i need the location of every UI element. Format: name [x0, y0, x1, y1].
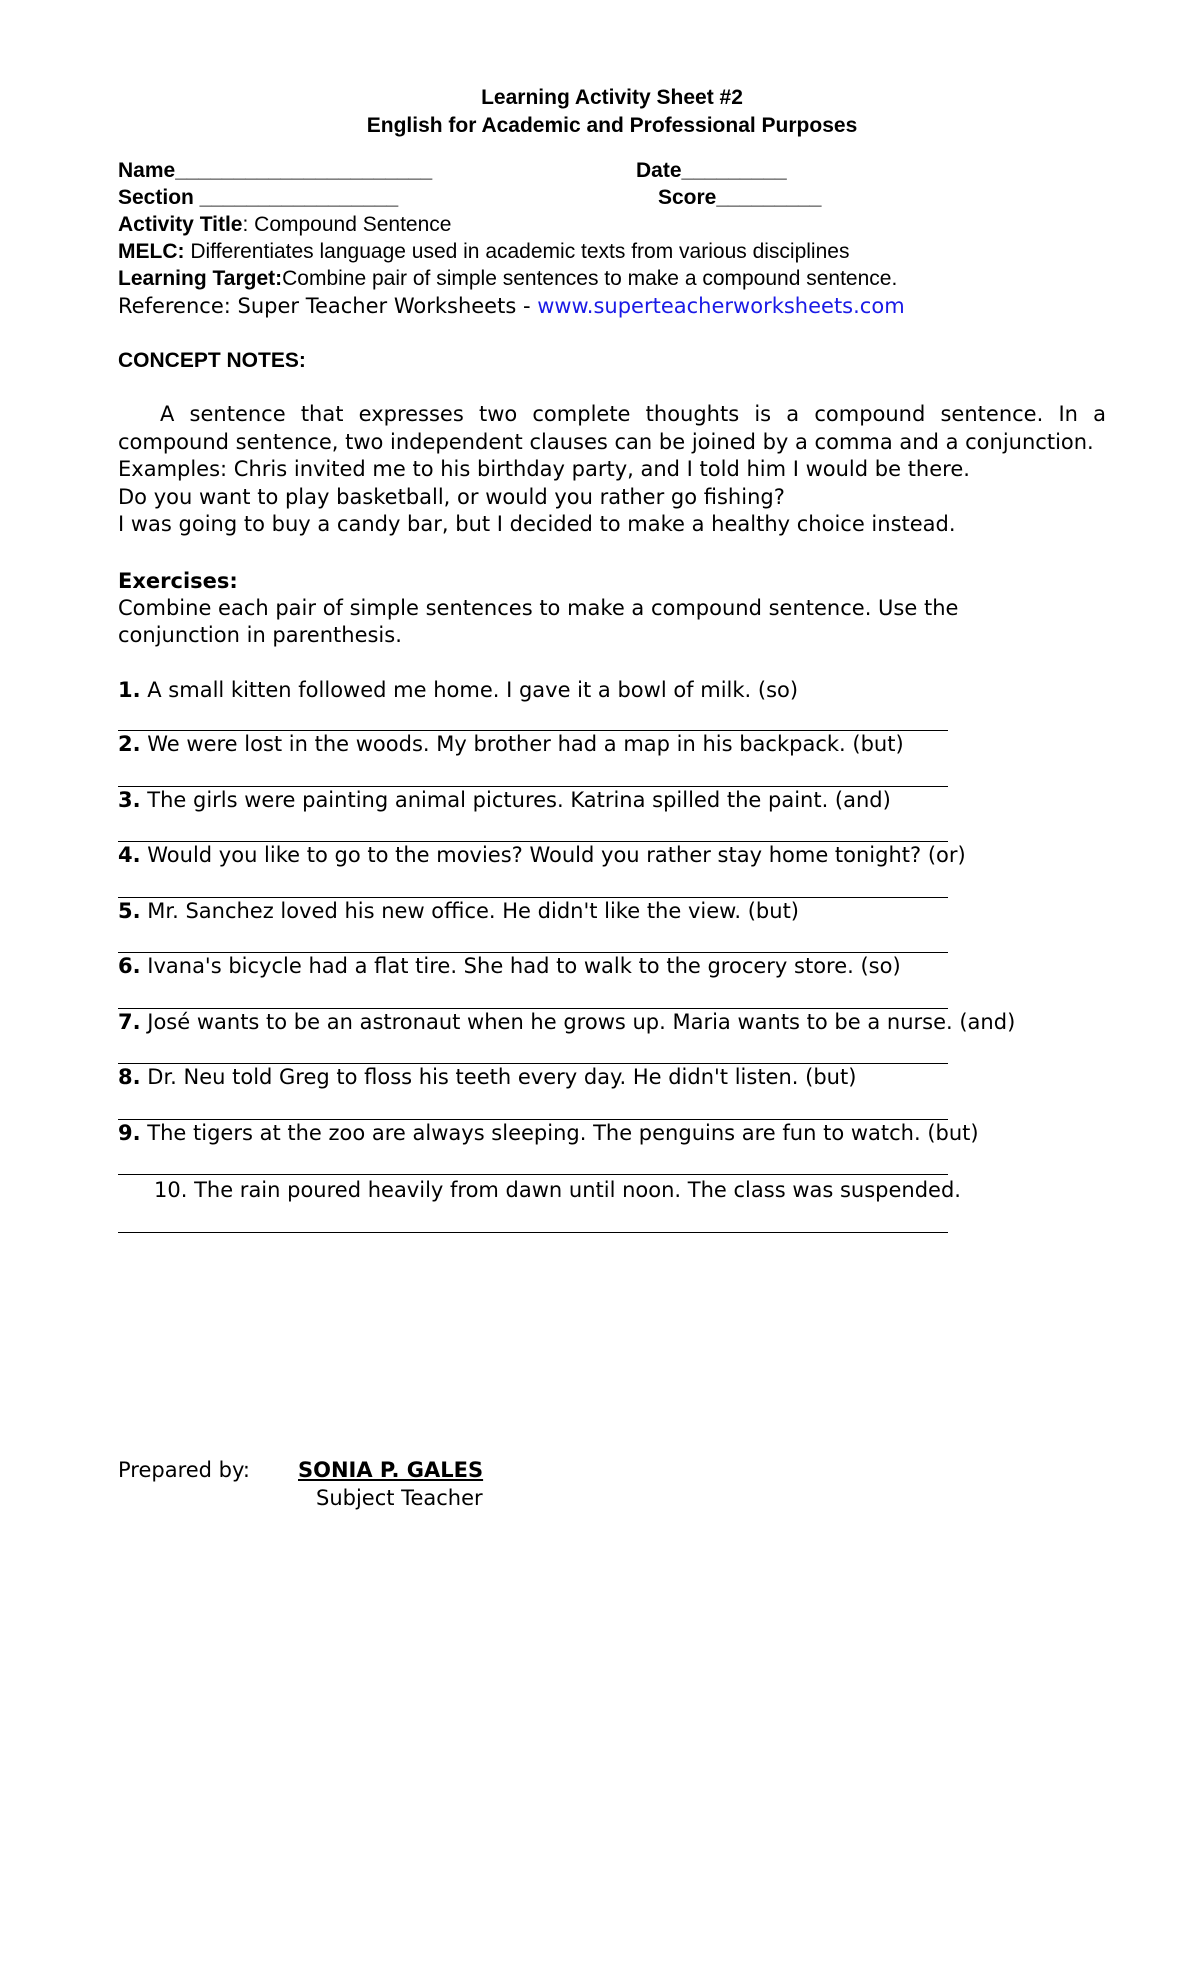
melc [118, 238, 1106, 265]
activity-title [118, 211, 1106, 238]
learning-target [118, 265, 1106, 292]
exercise-7-text: José wants to be an astronaut when he grows up. Maria wants to be a nurse. (and) [140, 1009, 1016, 1034]
exercise-3-number: 3. [118, 787, 141, 812]
exercise-4 [118, 842, 1106, 870]
exercises-title: Exercises: [118, 568, 238, 593]
reference-label: Reference: Super Teacher Worksheets - [118, 294, 538, 318]
score-field[interactable]: Score_________ [658, 186, 822, 209]
exercise-7-number: 7. [118, 1009, 141, 1034]
activity-title-label: Activity Title [118, 213, 243, 236]
exercise-9-number: 9. [118, 1120, 141, 1145]
concept-notes-title: CONCEPT NOTES: [118, 349, 306, 372]
exercise-4-text: Would you like to go to the movies? Would you rather stay home tonight? (or) [140, 843, 966, 867]
date-field[interactable]: Date_________ [636, 159, 787, 182]
exercise-5-number: 5. [118, 898, 141, 923]
name-date-row [118, 157, 1106, 184]
sheet-title: Learning Activity Sheet #2 [481, 86, 743, 109]
exercise-3 [118, 787, 1106, 815]
exercise-6 [118, 953, 1106, 981]
teacher-role: Subject Teacher [316, 1486, 483, 1510]
section-score-row [118, 184, 1106, 211]
concept-paragraph: A sentence that expresses two complete thoughts is a compound sentence. In a compound sentence, two independent clauses can be joined by a comma and a conjunction. [118, 402, 1106, 454]
answer-line-10[interactable] [118, 1232, 948, 1233]
example-1: Examples: Chris invited me to his birthday party, and I told him I would be there. [118, 457, 970, 481]
section-field[interactable]: Section _________________ [118, 186, 399, 209]
exercise-7 [118, 1009, 1106, 1037]
exercise-2-text: We were lost in the woods. My brother had a map in his backpack. (but) [140, 732, 904, 756]
exercise-9-text: The tigers at the zoo are always sleeping. The penguins are fun to watch. (but) [140, 1120, 979, 1145]
prepared-by-label: Prepared by: [118, 1458, 250, 1482]
exercise-8-text: Dr. Neu told Greg to floss his teeth every day. He didn't listen. (but) [140, 1065, 857, 1089]
subject-title: English for Academic and Professional Purposes [366, 114, 858, 137]
name-field[interactable]: Name______________________ [118, 159, 433, 182]
reference [118, 292, 1106, 321]
exercise-10: 10. The rain poured heavily from dawn until noon. The class was suspended. [154, 1178, 961, 1202]
melc-value: Differentiates language used in academic texts from various disciplines [184, 240, 850, 263]
exercise-1-number: 1. [118, 677, 141, 702]
exercise-3-text: The girls were painting animal pictures. Katrina spilled the paint. (and) [140, 787, 891, 812]
melc-label: MELC: [118, 240, 185, 263]
exercise-2-number: 2. [118, 732, 141, 756]
learning-target-value: Combine pair of simple sentences to make a compound sentence. [282, 267, 898, 290]
exercise-6-number: 6. [118, 954, 141, 978]
exercise-1-text: A small kitten followed me home. I gave it a bowl of milk. (so) [140, 677, 799, 702]
learning-target-label: Learning Target: [118, 267, 283, 290]
exercise-5-text: Mr. Sanchez loved his new office. He didn't like the view. (but) [140, 898, 799, 923]
signature-block [118, 1456, 484, 1510]
teacher-name: SONIA P. GALES [298, 1458, 484, 1482]
example-2: Do you want to play basketball, or would you rather go fishing? [118, 484, 785, 509]
exercise-4-number: 4. [118, 843, 141, 867]
activity-title-value: : Compound Sentence [242, 213, 452, 236]
exercise-8 [118, 1064, 1106, 1092]
reference-link[interactable]: www.superteacherworksheets.com [537, 294, 905, 318]
exercise-9 [118, 1120, 1106, 1148]
exercise-1 [118, 677, 1106, 705]
example-3: I was going to buy a candy bar, but I decided to make a healthy choice instead. [118, 512, 956, 536]
worksheet-page [118, 84, 1106, 1233]
answer-line-9[interactable] [118, 1174, 948, 1175]
exercise-2 [118, 731, 1106, 759]
exercise-6-text: Ivana's bicycle had a flat tire. She had to walk to the grocery store. (so) [140, 954, 901, 978]
exercises-instructions: Combine each pair of simple sentences to make a compound sentence. Use the conjunction in parenthesis. [118, 595, 959, 647]
exercise-5 [118, 898, 1106, 926]
exercise-8-number: 8. [118, 1065, 141, 1089]
